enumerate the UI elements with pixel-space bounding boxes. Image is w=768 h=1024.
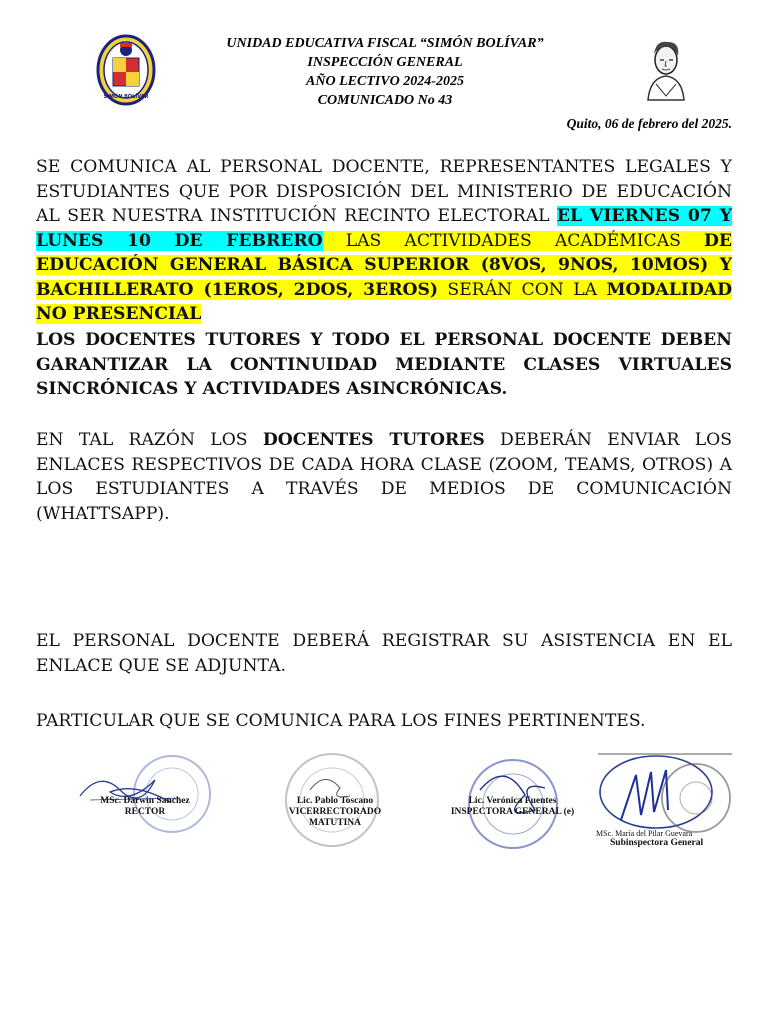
p3-intro: EN TAL RAZÓN LOS: [36, 430, 263, 450]
p3-rest: DEBERÁN ENVIAR LOS ENLACES RESPECTIVOS DE CADA HORA CLASE (ZOOM, TEAMS, OTROS) A LOS ESTUDIANTES A TRAVÉS DE MEDIOS DE COMUNICACIÓN (WHATTSAPP).: [36, 430, 732, 524]
school-crest-logo: [96, 34, 156, 106]
p1-activities: LAS ACTIVIDADES ACADÉMICAS: [322, 230, 704, 251]
p3-tutors: DOCENTES TUTORES: [262, 430, 485, 450]
vicerrector-role: VICERRECTORADO: [288, 807, 382, 817]
signature-subinspectora: [596, 750, 736, 860]
p1-will-be: SERÁN CON LA: [438, 279, 607, 300]
paragraph-links: [36, 428, 732, 526]
vicerrector-role-2: MATUTINA: [308, 818, 362, 828]
p1-dates: EL VIERNES 07 Y LUNES 10 DE FEBRERO: [36, 206, 732, 251]
signature-inspectora: [445, 750, 580, 860]
simon-bolivar-portrait: [638, 34, 694, 104]
inspectora-role: INSPECTORA GENERAL (e): [450, 807, 575, 817]
paragraph-teachers-duty: LOS DOCENTES TUTORES Y TODO EL PERSONAL DOCENTE DEBEN GARANTIZAR LA CONTINUIDAD MEDIANTE CLASES VIRTUALES SINCRÓNICAS Y ACTIVIDADES ASINCRÓNICAS.: [36, 330, 732, 399]
logo-text: SIMÓN BOLÍVAR: [103, 94, 149, 100]
signature-rector: [60, 750, 230, 860]
header-title-block: [170, 34, 600, 110]
document-date: Quito, 06 de febrero del 2025.: [566, 116, 732, 131]
school-name: UNIDAD EDUCATIVA FISCAL “SIMÓN BOLÍVAR”: [226, 36, 544, 51]
school-year: AÑO LECTIVO 2024-2025: [306, 74, 464, 89]
subinspectora-role: Subinspectora General: [610, 838, 704, 848]
paragraph-closing: PARTICULAR QUE SE COMUNICA PARA LOS FINES PERTINENTES.: [36, 711, 646, 731]
rector-role: RECTOR: [124, 807, 166, 817]
p1-levels: DE EDUCACIÓN GENERAL BÁSICA SUPERIOR (8VOS, 9NOS, 10MOS) Y BACHILLERATO (1EROS, 2DOS, 3EROS): [36, 230, 732, 300]
vicerrector-name: Lic. Pablo Toscano: [296, 796, 374, 806]
p1-intro: SE COMUNICA AL PERSONAL DOCENTE, REPRESENTANTES LEGALES Y ESTUDIANTES QUE POR DISPOSICIÓN DEL MINISTERIO DE EDUCACIÓN AL SER NUESTRA INSTITUCIÓN RECINTO ELECTORAL: [36, 157, 732, 226]
inspectora-name: Lic. Verónica Fuentes: [468, 796, 557, 806]
communique-number: COMUNICADO No 43: [317, 93, 453, 108]
signature-vicerrector: [270, 750, 400, 860]
rector-name: MSc. Darwin Sanchez: [100, 796, 190, 806]
paragraph-attendance: EL PERSONAL DOCENTE DEBERÁ REGISTRAR SU ASISTENCIA EN EL ENLACE QUE SE ADJUNTA.: [36, 631, 732, 676]
letterhead: [0, 30, 768, 140]
p1-modality: MODALIDAD NO PRESENCIAL: [36, 279, 732, 324]
subinspectora-name: MSc. María del Pilar Guevara: [596, 829, 693, 838]
department: INSPECCIÓN GENERAL: [307, 55, 463, 70]
paragraph-announcement: [36, 155, 732, 327]
